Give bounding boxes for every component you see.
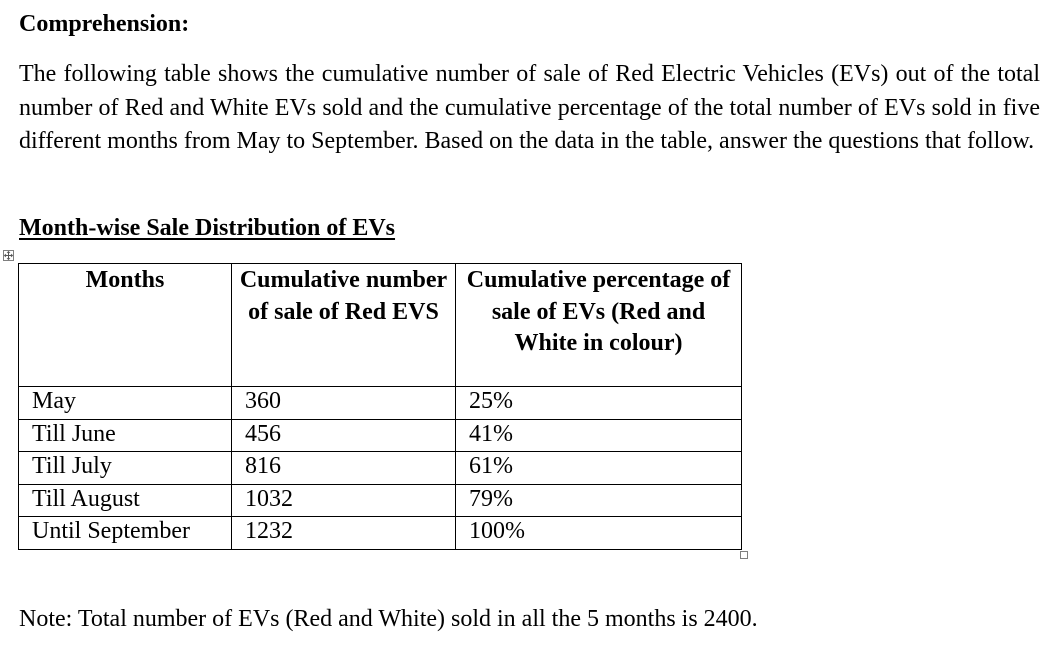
table-row [19, 387, 742, 420]
cell-month: Till August [19, 484, 232, 517]
header-cumulative-percentage: Cumulative percentage of sale of EVs (Red and White in colour) [456, 264, 742, 387]
table-resize-handle-icon[interactable] [740, 551, 748, 559]
cell-month: May [19, 387, 232, 420]
cell-percentage: 25% [456, 387, 742, 420]
cell-red-ev-sales: 456 [232, 419, 456, 452]
table-row [19, 517, 742, 550]
table-header-row [19, 264, 742, 387]
cell-red-ev-sales: 816 [232, 452, 456, 485]
header-months: Months [19, 264, 232, 387]
note-text: Note: Total number of EVs (Red and White) sold in all the 5 months is 2400. [19, 606, 758, 632]
cell-red-ev-sales: 360 [232, 387, 456, 420]
cell-month: Till June [19, 419, 232, 452]
comprehension-heading: Comprehension: [19, 11, 190, 37]
cell-month: Until September [19, 517, 232, 550]
intro-paragraph: The following table shows the cumulative number of sale of Red Electric Vehicles (EVs) out of the total number of Red and White EVs sold and the cumulative percentage of the total number of EVs sold in five different months from May to September. Based on the data in the table, answer the questions that follow. [19, 61, 1040, 154]
table-row [19, 419, 742, 452]
cell-percentage: 61% [456, 452, 742, 485]
cell-red-ev-sales: 1232 [232, 517, 456, 550]
table-row [19, 452, 742, 485]
sales-table [18, 263, 742, 550]
header-red-ev-sales: Cumulative number of sale of Red EVS [232, 264, 456, 387]
table-row [19, 484, 742, 517]
cell-month: Till July [19, 452, 232, 485]
cell-red-ev-sales: 1032 [232, 484, 456, 517]
table-move-handle-icon[interactable] [3, 250, 14, 261]
cell-percentage: 41% [456, 419, 742, 452]
cell-percentage: 100% [456, 517, 742, 550]
cell-percentage: 79% [456, 484, 742, 517]
table-title: Month-wise Sale Distribution of EVs [19, 215, 396, 241]
